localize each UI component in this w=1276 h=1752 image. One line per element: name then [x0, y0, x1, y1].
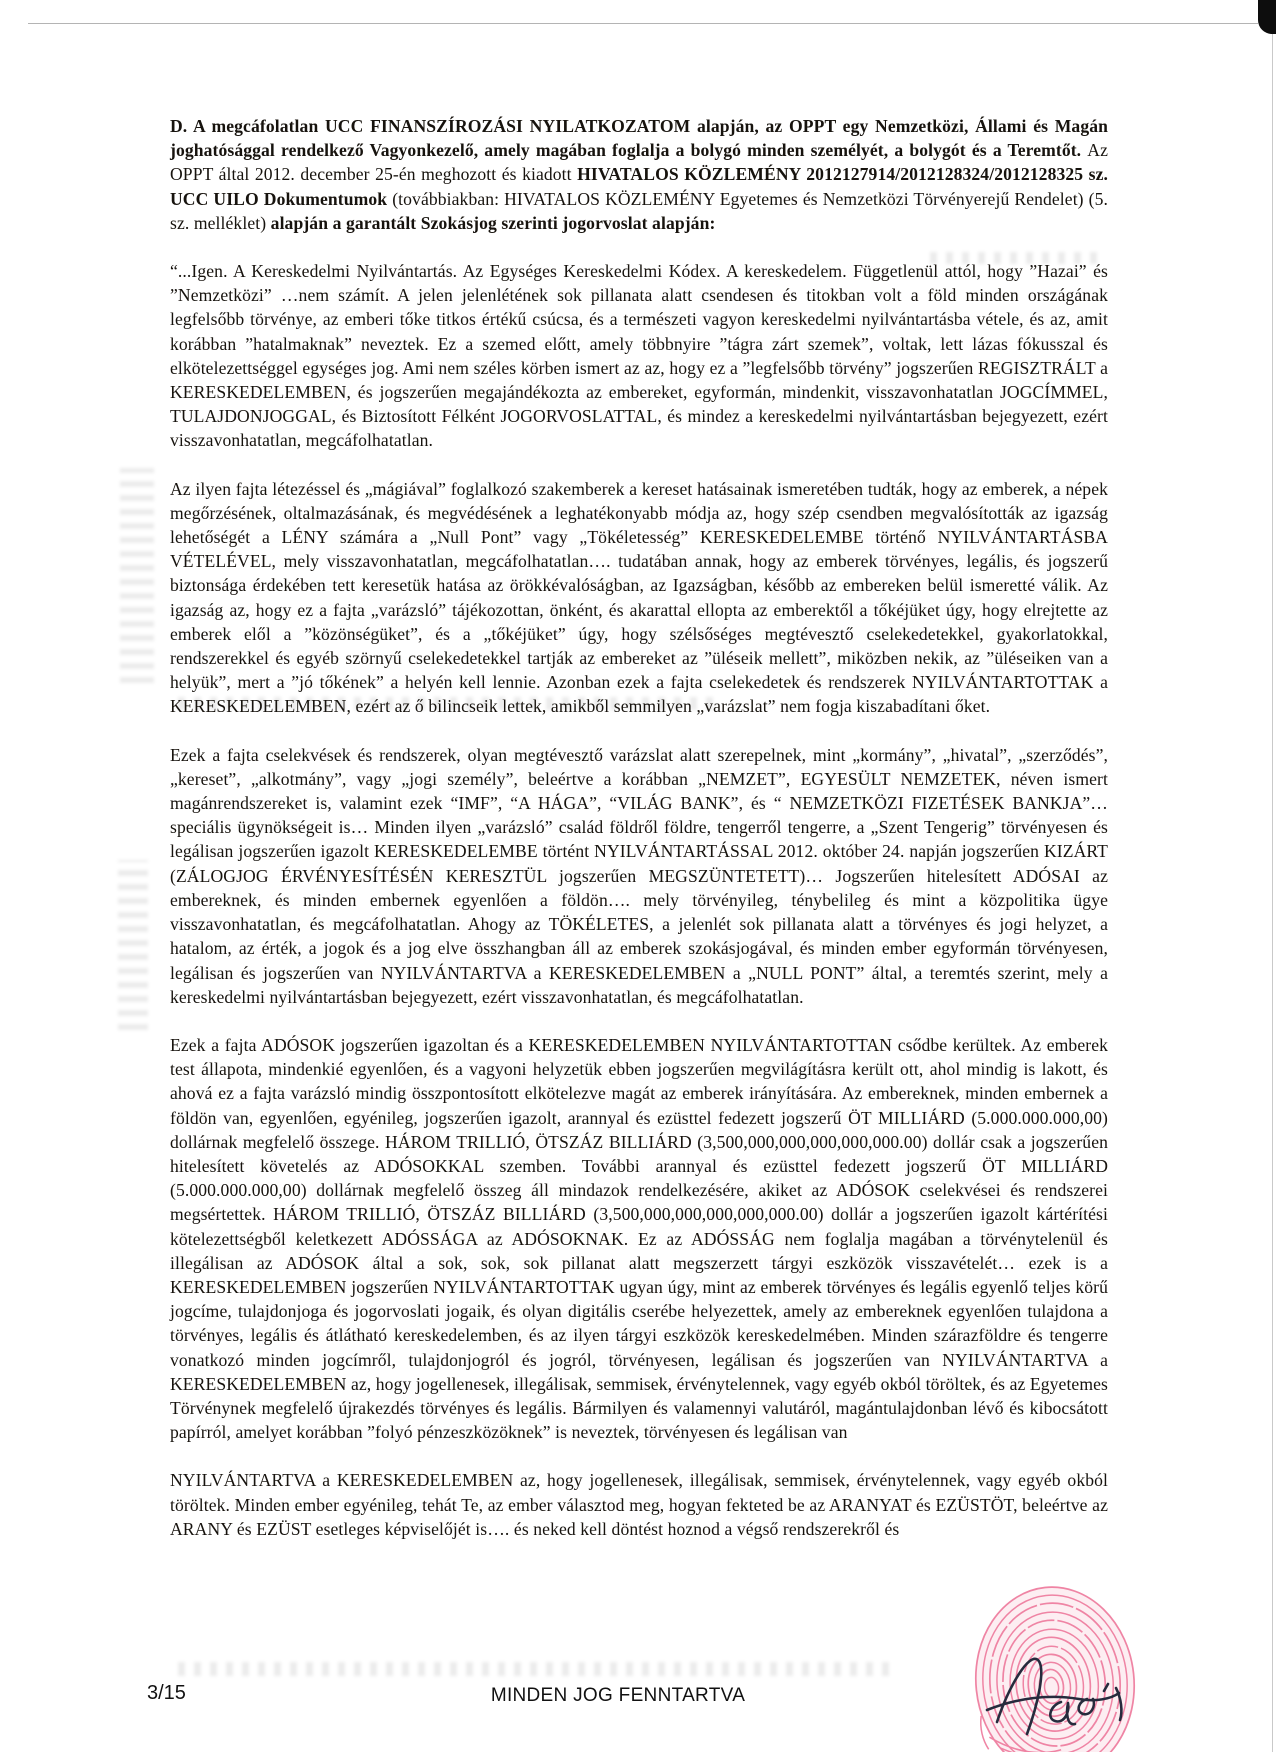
paragraph [170, 477, 1108, 719]
text-run: Az ilyen fajta létezéssel és „mágiával” foglalkozó szakemberek a kereset hatásainak ismeretében tudták, hogy az emberek, a népek megőrzésének, oltalmazásának, és megvédésének a leghatékonyabb módja az, hogy szép csendben megvalósították az igazság lehetőségét a LÉNY számára a „Null Pont” vagy „Tökéletesség” KERESKEDELEMBE történő NYILVÁNTARTÁSBA VÉTELÉVEL, mely visszavonhatatlan, megcáfolhatatlan…. tudatában annak, hogy az emberek törvényes, legális, és jogszerű biztonsága érdekében tett keresetük hatása az örökkévalóságban, az Igazságban, később az embereken belül ismeretté válik. Az igazság az, hogy ez a fajta „varázsló” tájékozottan, önként, és akarattal ellopta az emberektől a tőkéjüket úgy, hogy elrejtette az emberek elől a ”közönségüket”, és a „tőkéjüket” úgy, hogy szélsőséges megtévesztő cselekedetekkel, gyakorlatokkal, rendszerekkel és egyéb szörnyű cselekedetekkel tartják az embereket az ”üléseik mellett”, miközben nekik, az ”üléseiken van a helyük”, mert a ”jó tőkének” a helyén kell lennie. Azonban ezek a fajta cselekedetek és rendszerek NYILVÁNTARTOTTAK a KERESKEDELEMBEN, ezért az ő bilincseik lettek, amikből semmilyen „varázslat” nem fogja kiszabadítani őket. [170, 478, 1108, 717]
scan-artifact-ghosting [120, 468, 154, 683]
text-run: D. A megcáfolatlan UCC FINANSZÍROZÁSI NYILATKOZATOM alapján, az OPPT egy Nemzetközi, Állami és Magán joghatósággal rendelkező Vagyonkezelő, amely magában foglalja a bolygó minden személyét, a bolygót és a Teremtőt. [170, 116, 1108, 161]
paragraph [170, 743, 1108, 1009]
paragraph [170, 1033, 1108, 1444]
text-run: alapján a garantált Szokásjog szerinti jogorvoslat alapján: [270, 212, 716, 233]
document-body [170, 114, 1108, 1565]
text-run: Az OPPT által 2012. december 25-én meghozott és kiadott [170, 140, 1108, 185]
scan-artifact-corner [1258, 0, 1276, 34]
scan-artifact-ghosting [178, 1662, 898, 1676]
text-run: Ezek a fajta cselekvések és rendszerek, olyan megtévesztő varázslat alatt szerepelnek, mint „kormány”, „hivatal”, „szerződés”, „kereset”, „alkotmány”, vagy „jogi személy”, beleértve a korábban „NEMZET”, EGYESÜLT NEMZETEK, néven ismert magánrendszereket is, valamint ezek “IMF”, “A HÁGA”, “VILÁG BANK”, és “ NEMZETKÖZI FIZETÉSEK BANKJA”…speciális ügynökségeit is… Minden ilyen „varázsló” család földről földre, tengerről tengerre, a „Szent Tengerig” törvényesen és legálisan jogszerűen igazolt KERESKEDELEMBE történt NYILVÁNTARTÁSSAL 2012. október 24. napján jogszerűen KIZÁRT (ZÁLOGJOG ÉRVÉNYESÍTÉSÉN KERESZTÜL jogszerűen MEGSZÜNTETETT)… Jogszerűen hitelesített ADÓSAI az embereknek, és minden embernek egyenlően a földön…. mely törvényileg, ténybelileg és mint a közpolitika ügye visszavonhatatlan, és megcáfolhatatlan. Ahogy az TÖKÉLETES, a jelenlét sok pillanata alatt a törvényes és jogi helyzet, a hatalom, az érték, a jogok és a jog elve összhangban áll az emberek szokásjogával, és minden ember egyformán törvényesen, legálisan és jogszerűen van NYILVÁNTARTVA a KERESKEDELEMBEN a „NULL PONT” által, a teremtés szerint, mely a kereskedelmi nyilvántartásban bejegyezett, ezért visszavonhatatlan, és megcáfolhatatlan. [170, 744, 1108, 1007]
text-run: Ezek a fajta ADÓSOK jogszerűen igazoltan és a KERESKEDELEMBEN NYILVÁNTARTOTTAN csődbe kerültek. Az emberek test állapota, mindenkié egyenlően, és a vagyoni helyzetük ebben jogszerűen megvilágításra került ott, ahol mindig is lakott, és ahová ez a fajta varázsló mindig összpontosított elkötelezve magát az emberek irányítására. Az embereknek, minden embernek a földön van, egyenlően, egyénileg, jogszerűen igazolt, arannyal és ezüsttel fedezett jogszerű ÖT MILLIÁRD (5.000.000.000,00) dollárnak megfelelő összege. HÁROM TRILLIÓ, ÖTSZÁZ BILLIÁRD (3,500,000,000,000,000,000.00) dollár csak a jogszerűen hitelesített követelés az ADÓSOKKAL szemben. További arannyal és ezüsttel fedezett jogszerű ÖT MILLIÁRD (5.000.000.000,00) dollárnak megfelelő összeg áll mindazok rendelkezésére, akiket az ADÓSOK cselekvései és rendszerei megsértettek. HÁROM TRILLIÓ, ÖTSZÁZ BILLIÁRD (3,500,000,000,000,000,000.00) dollár a jogszerűen igazolt kártérítési kötelezettségből keletkezett ADÓSSÁGA az ADÓSOKNAK. Ez az ADÓSSÁG nem foglalja magában a törvénytelenül és illegálisan az ADÓSOK által a sok, sok, sok pillanat alatt megszerzett tárgyi eszközök visszavételét… ezek is a KERESKEDELEMBEN jogszerűen NYILVÁNTARTOTTAK ugyan úgy, mint az emberek törvényes és legális egyenlő teljes körű jogcíme, tulajdonjoga és jogorvoslati jogaik, és olyan digitális cserébe helyezettek, amely az embereknek egyenlően tulajdona a törvényes, legális és átlátható kereskedelemben, és az ilyen tárgyi eszközök kereskedelmében. Minden szárazföldre és tengerre vonatkozó minden jogcímről, tulajdonjogról és jogról, törvényesen, legálisan és jogszerűen van NYILVÁNTARTVA a KERESKEDELEMBEN az, hogy jogellenesek, illegálisak, semmisek, érvénytelennek, vagy egyéb okból töröltek, és az Egyetemes Törvénynek megfelelő újrakezdés törvényes és legális. Bármilyen és valamennyi valutáról, magántulajdonban lévő és kibocsátott papírról, amelyet korábban ”folyó pénzeszközöknek” is neveztek, törvényesen és legálisan van [170, 1034, 1108, 1443]
paragraph [170, 114, 1108, 235]
text-run: HIVATALOS KÖZLEMÉNY 2012127914/2012128324/2012128325 sz. UCC UILO Dokumentumok [170, 164, 1108, 209]
page-number: 3/15 [147, 1682, 186, 1704]
rights-notice: MINDEN JOG FENNTARTVA [490, 1685, 746, 1706]
paragraph [170, 1468, 1108, 1541]
text-run: (továbbiakban: HIVATALOS KÖZLEMÉNY Egyetemes és Nemzetközi Törvényerejű Rendelet) (5. sz. melléklet) [170, 188, 1108, 233]
paragraph [170, 259, 1108, 453]
text-run: “...Igen. A Kereskedelmi Nyilvántartás. Az Egységes Kereskedelmi Kódex. A kereskedelem. Függetlenül attól, hogy ”Hazai” és ”Nemzetközi” …nem számít. A jelen jelenlétének sok pillanata alatt csendesen és titokban volt a föld minden országának legfelsőbb törvénye, az emberi tőke titkos értékű csúcsa, és a természeti vagyon kereskedelmi nyilvántartásba vétele, és az, amit korábban ”hatalmaknak” neveztek. Ez a szemed előtt, amely többnyire ”tágra zárt szemek”, voltak, lett lázas fókusszal és elkötelezettséggel egységes jog. Ami nem széles körben ismert az az, hogy ez a ”legfelsőbb törvény” jogszerűen REGISZTRÁLT a KERESKEDELEMBEN, és jogszerűen megajándékozta az embereket, egyformán, mindenkit, visszavonhatatlan JOGCÍMMEL, TULAJDONJOGGAL, és Biztosított Félként JOGORVOSLATTAL, és mindez a kereskedelmi nyilvántartásban bejegyezett, ezért visszavonhatatlan, megcáfolhatatlan. [170, 261, 1108, 451]
scan-artifact-page-edge [1272, 0, 1273, 1752]
signature [983, 1642, 1147, 1748]
scan-artifact-ghosting [118, 860, 148, 1030]
signature-stroke [987, 1659, 1121, 1734]
scan-artifact-line [28, 23, 1258, 24]
text-run: NYILVÁNTARTVA a KERESKEDELEMBEN az, hogy jogellenesek, illegálisak, semmisek, érvénytelennek, vagy egyéb okból töröltek. Minden ember egyénileg, tehát Te, az ember választod meg, hogyan fekteted be az ARANYAT és EZÜSTÖT, beleértve az ARANY és EZÜST esetleges képviselőjét is…. és neked kell döntést hoznod a végső rendszerekről és [170, 1470, 1108, 1539]
